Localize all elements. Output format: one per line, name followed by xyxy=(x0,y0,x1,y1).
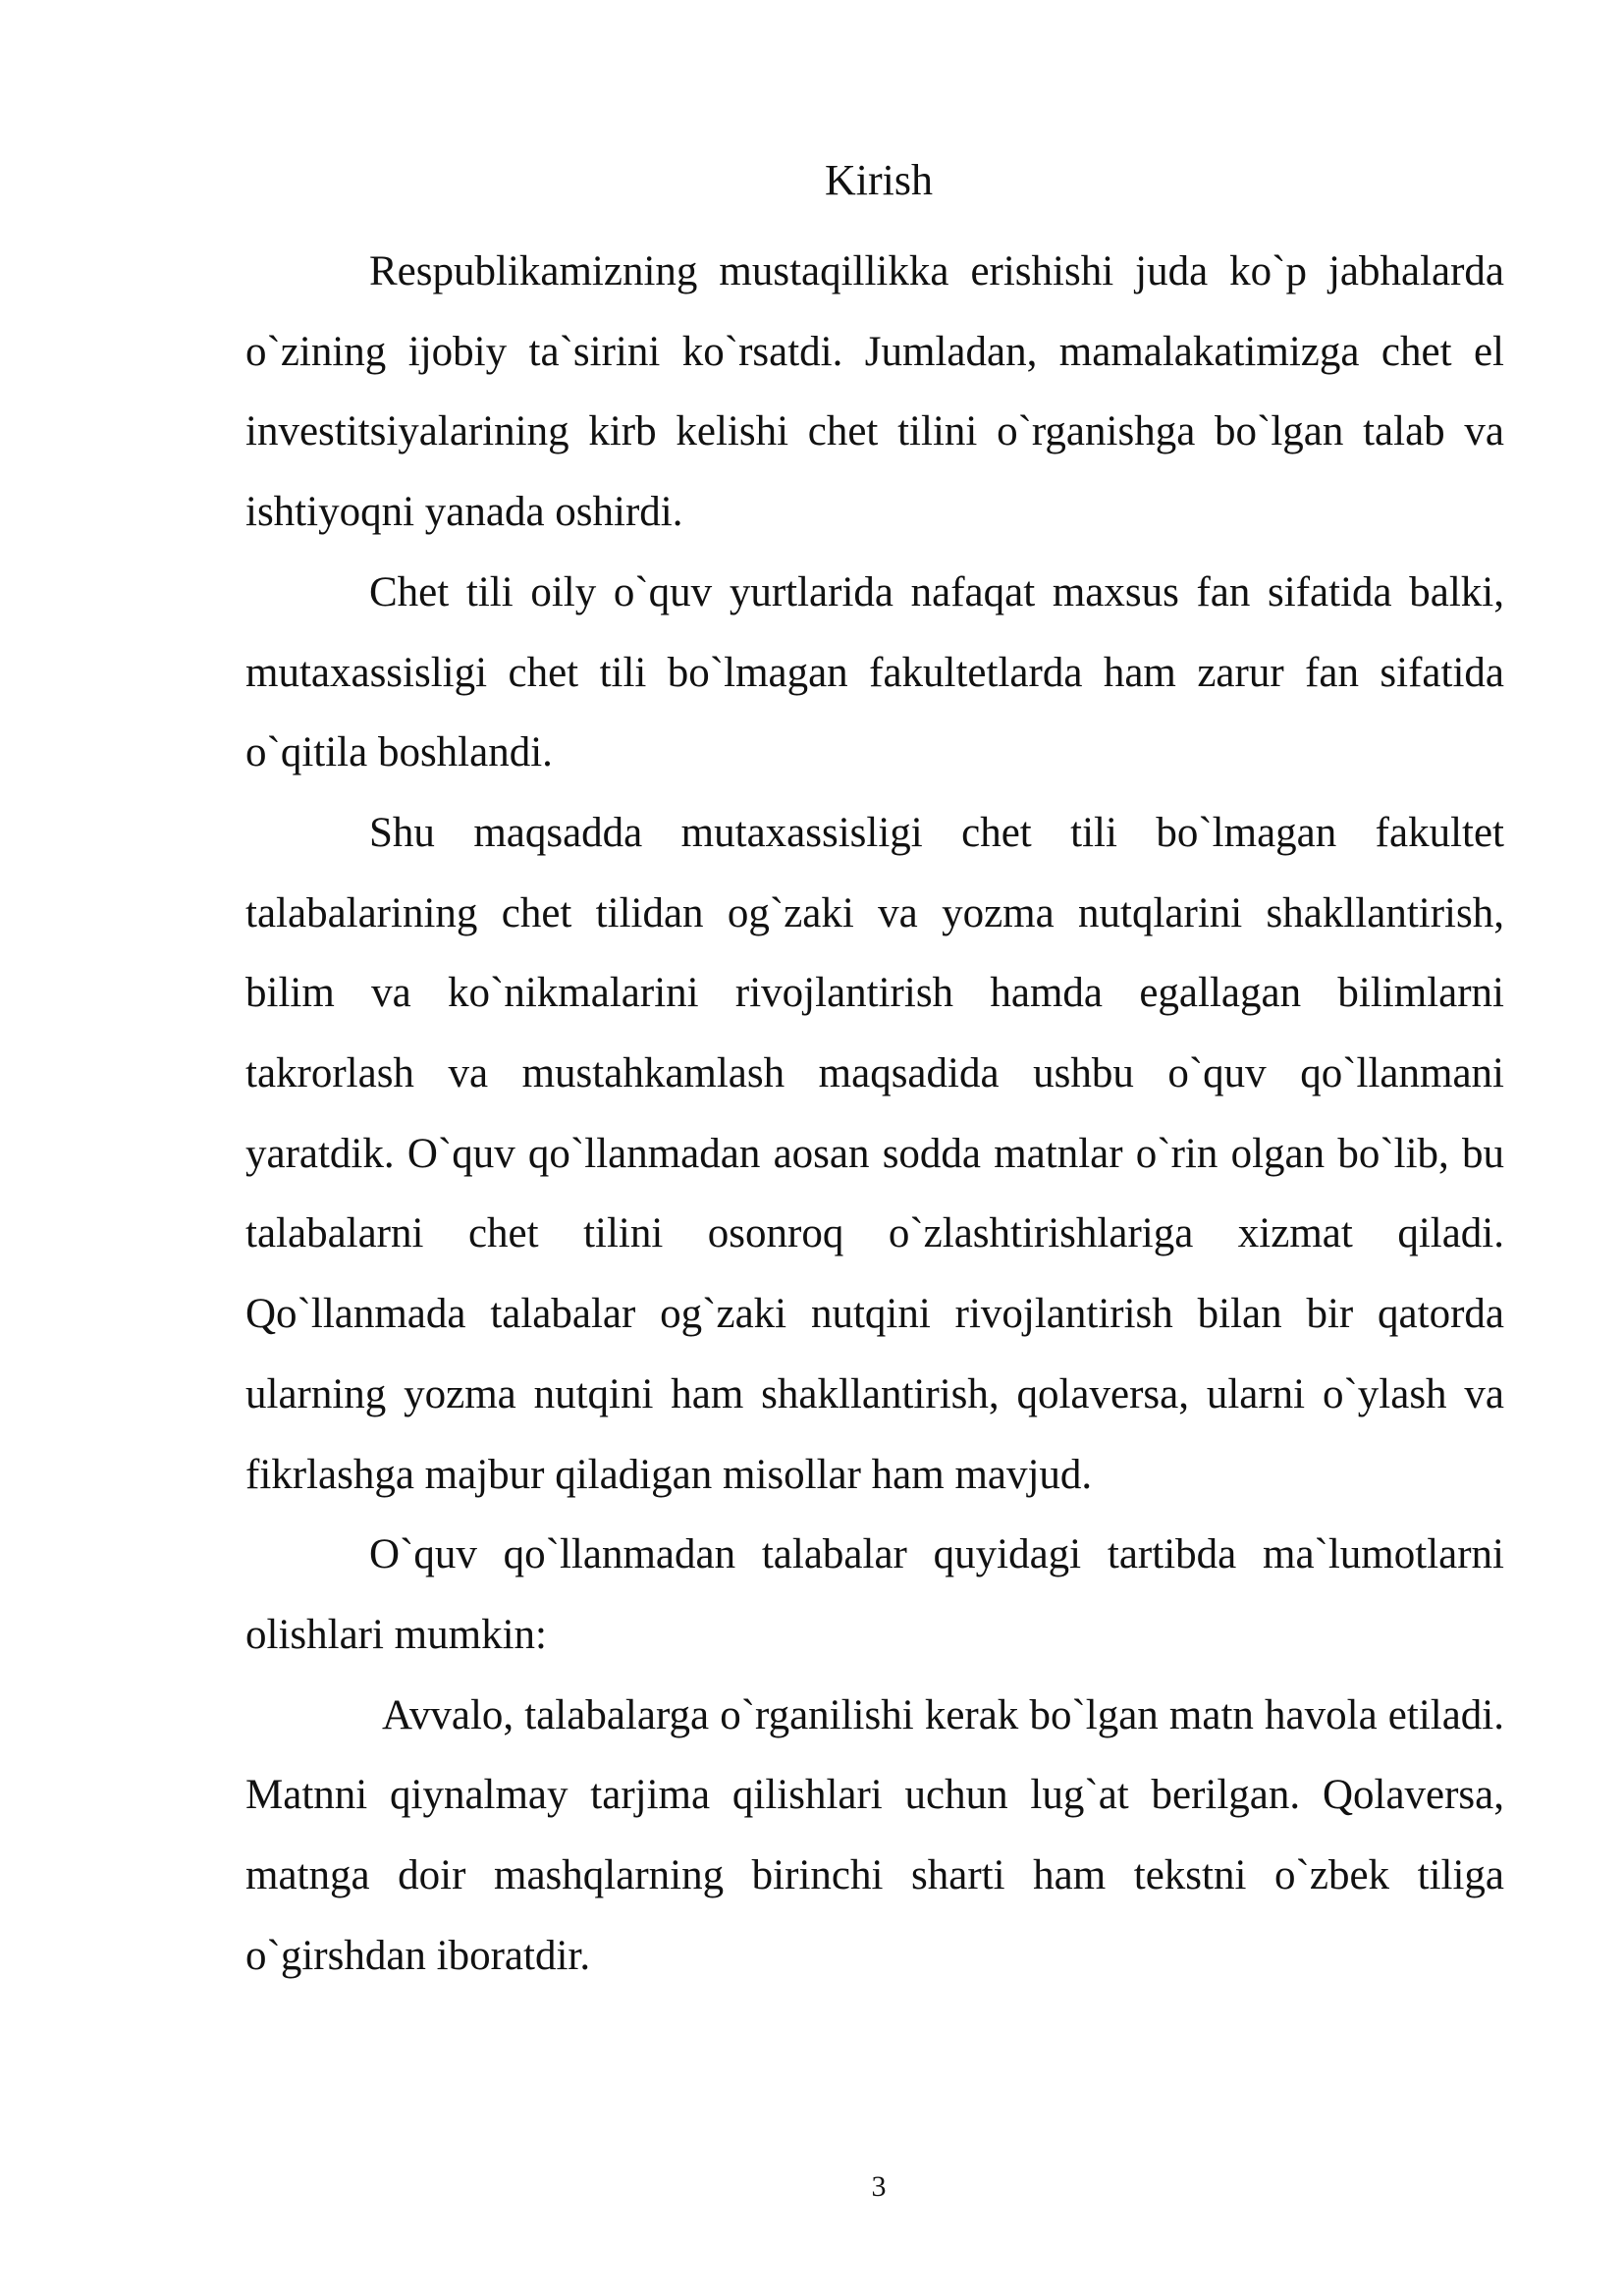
page-number: 3 xyxy=(871,2170,887,2203)
paragraph-1: Respublikamizning mustaqillikka erishishi juda ko`p jabhalarda o`zining ijobiy ta`sirini ko`rsatdi. Jumladan, mamalakatimizga chet el investitsiyalarining kirb kelishi chet tilini o`rganishga bo`lgan talab va ishtiyoqni yanada oshirdi. xyxy=(245,248,1504,536)
paragraph-4: O`quv qo`llanmadan talabalar quyidagi tartibda ma`lumotlarni olishlari mumkin: xyxy=(245,1531,1504,1658)
body-text xyxy=(245,232,1504,1996)
section-title: Kirish xyxy=(825,156,933,204)
paragraph-5: Avvalo, talabalarga o`rganilishi kerak bo`lgan matn havola etiladi. Matnni qiynalmay tarjima qilishlari uchun lug`at berilgan. Qolaversa, matnga doir mashqlarning birinchi sharti ham tekstni o`zbek tiliga o`girshdan iboratdir. xyxy=(245,1691,1504,1979)
paragraph-3: Shu maqsadda mutaxassisligi chet tili bo`lmagan fakultet talabalarining chet tilidan og`zaki va yozma nutqlarini shakllantirish, bilim va ko`nikmalarini rivojlantirish hamda egallagan bilimlarni takrorlash va mustahkamlash maqsadida ushbu o`quv qo`llanmani yaratdik. O`quv qo`llanmadan aosan sodda matnlar o`rin olgan bo`lib, bu talabalarni chet tilini osonroq o`zlashtirishlariga xizmat qiladi. Qo`llanmada talabalar og`zaki nutqini rivojlantirish bilan bir qatorda ularning yozma nutqini ham shakllantirish, qolaversa, ularni o`ylash va fikrlashga majbur qiladigan misollar ham mavjud. xyxy=(245,809,1504,1498)
paragraph-2: Chet tili oily o`quv yurtlarida nafaqat maxsus fan sifatida balki, mutaxassisligi chet tili bo`lmagan fakultetlarda ham zarur fan sifatida o`qitila boshlandi. xyxy=(245,568,1504,776)
